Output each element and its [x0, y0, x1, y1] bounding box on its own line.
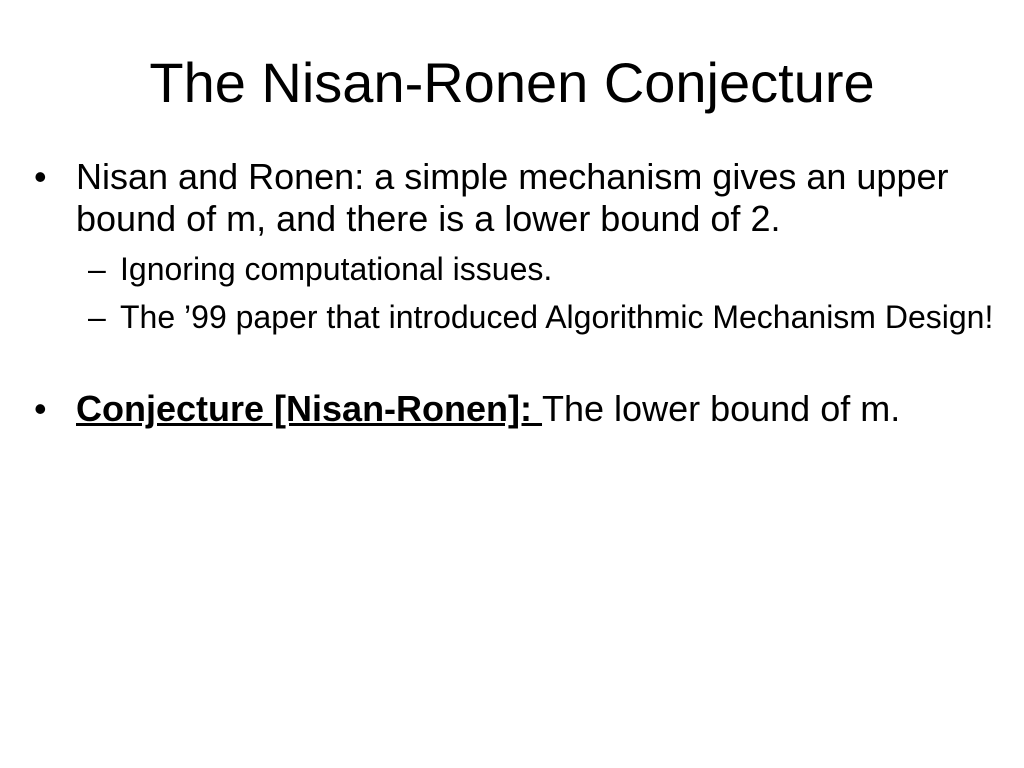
bullet-1	[28, 156, 998, 240]
sub-bullet-2-text: The ’99 paper that introduced Algorithmic Mechanism Design!	[120, 299, 994, 335]
spacer	[28, 346, 998, 388]
slide-title: The Nisan-Ronen Conjecture	[149, 51, 875, 114]
bullet-marker: •	[34, 388, 47, 429]
bullet-marker: •	[34, 156, 47, 197]
sub-bullet-1-text: Ignoring computational issues.	[120, 251, 553, 287]
bullet-2	[28, 388, 998, 430]
bullet-2-text: The lower bound of m.	[542, 388, 901, 429]
sub-bullet-marker: –	[88, 299, 106, 335]
sub-bullet-marker: –	[88, 251, 106, 287]
sub-bullet-2	[28, 298, 998, 336]
slide-body	[28, 156, 998, 430]
bullet-1-text: Nisan and Ronen: a simple mechanism gives an upper bound of m, and there is a lower bound of 2.	[76, 156, 949, 239]
sub-bullet-list	[28, 250, 998, 336]
sub-bullet-1	[28, 250, 998, 288]
conjecture-label: Conjecture [Nisan-Ronen]:	[76, 388, 543, 429]
